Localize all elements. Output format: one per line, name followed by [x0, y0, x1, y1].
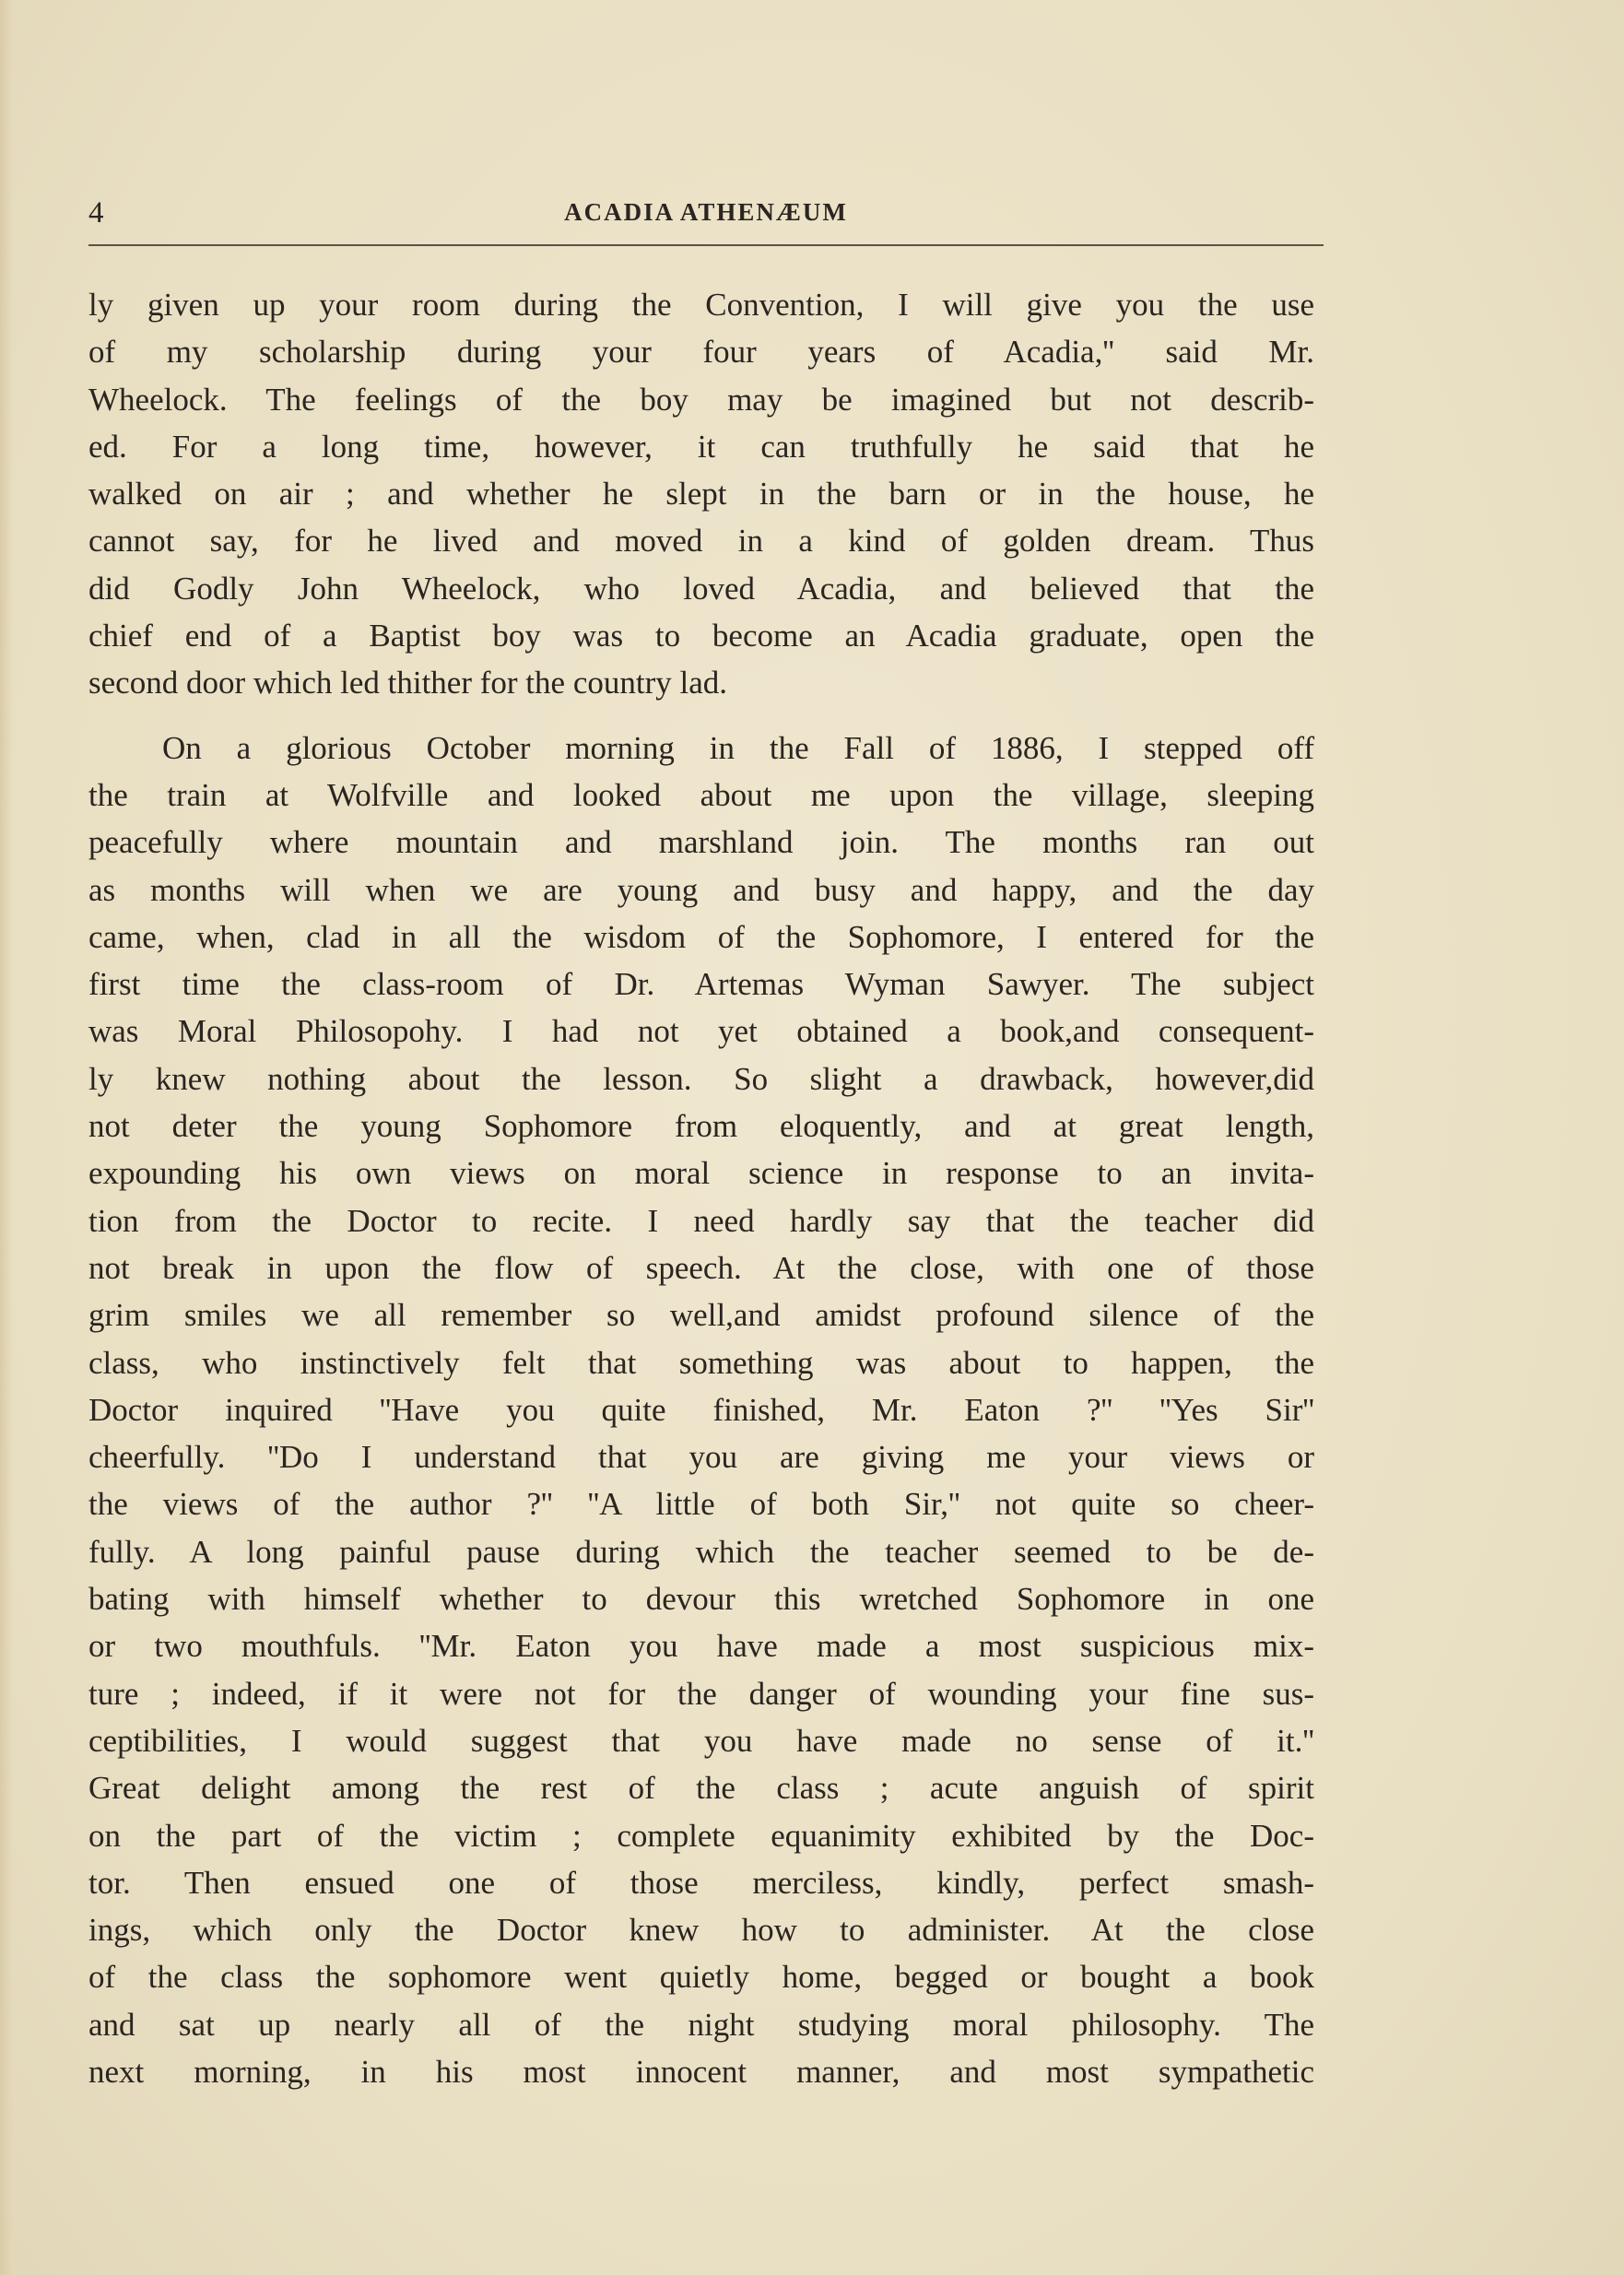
text-line: expounding his own views on moral science in response to an invita- — [88, 1155, 1314, 1192]
paragraph-1 — [88, 281, 1314, 707]
text-line: first time the class-room of Dr. Artemas Wyman Sawyer. The subject — [88, 966, 1314, 1003]
header-rule — [88, 244, 1324, 246]
text-line: ceptibilities, I would suggest that you have made no sense of it.'' — [88, 1722, 1314, 1759]
running-head: ACADIA ATHENÆUM — [564, 198, 848, 226]
text-line: On a glorious October morning in the Fall of 1886, I stepped off — [162, 729, 1314, 766]
text-line: grim smiles we all remember so well,and amidst profound silence of the — [88, 1297, 1314, 1334]
page-number: 4 — [88, 196, 105, 230]
text-line: ly given up your room during the Convention, I will give you the use — [88, 287, 1314, 323]
text-line: chief end of a Baptist boy was to become an Acadia graduate, open the — [88, 618, 1314, 654]
text-line: of my scholarship during your four years of Acadia,'' said Mr. — [88, 334, 1314, 371]
text-line: walked on air ; and whether he slept in the barn or in the house, he — [88, 476, 1314, 513]
text-line: fully. A long painful pause during which the teacher seemed to be de- — [88, 1533, 1314, 1570]
text-line: cannot say, for he lived and moved in a kind of golden dream. Thus — [88, 523, 1314, 560]
text-line: ture ; indeed, if it were not for the danger of wounding your fine sus- — [88, 1675, 1314, 1712]
text-line: cheerfully. ''Do I understand that you are giving me your views or — [88, 1439, 1314, 1476]
text-line: was Moral Philosopohy. I had not yet obtained a book,and consequent- — [88, 1013, 1314, 1050]
text-line: peacefully where mountain and marshland join. The months ran out — [88, 824, 1314, 861]
text-line: the views of the author ?'' ''A little of both Sir,'' not quite so cheer- — [88, 1486, 1314, 1523]
text-line: or two mouthfuls. ''Mr. Eaton you have made a most suspicious mix- — [88, 1628, 1314, 1665]
text-line: next morning, in his most innocent manner, and most sympathetic — [88, 2053, 1314, 2090]
paragraph-gap — [88, 707, 1314, 725]
text-line: tion from the Doctor to recite. I need hardly say that the teacher did — [88, 1202, 1314, 1239]
text-line: ings, which only the Doctor knew how to administer. At the close — [88, 1912, 1314, 1949]
paragraph-2 — [88, 725, 1314, 2096]
text-line: Doctor inquired ''Have you quite finished, Mr. Eaton ?'' ''Yes Sir'' — [88, 1391, 1314, 1428]
text-line: Great delight among the rest of the class ; acute anguish of spirit — [88, 1770, 1314, 1807]
text-line: not deter the young Sophomore from eloquently, and at great length, — [88, 1108, 1314, 1145]
text-line: as months will when we are young and busy and happy, and the day — [88, 871, 1314, 908]
text-line: came, when, clad in all the wisdom of the Sophomore, I entered for the — [88, 918, 1314, 955]
page-edge-shadow — [0, 0, 13, 2275]
text-line: tor. Then ensued one of those merciless, kindly, perfect smash- — [88, 1864, 1314, 1901]
text-line: ed. For a long time, however, it can truthfully he said that he — [88, 428, 1314, 465]
text-line: not break in upon the flow of speech. At the close, with one of those — [88, 1249, 1314, 1286]
text-line: second door which led thither for the country lad. — [88, 665, 727, 701]
text-line: the train at Wolfville and looked about me upon the village, sleeping — [88, 776, 1314, 813]
text-line: did Godly John Wheelock, who loved Acadia, and believed that the — [88, 570, 1314, 607]
text-line: of the class the sophomore went quietly home, begged or bought a book — [88, 1959, 1314, 1996]
text-line: class, who instinctively felt that something was about to happen, the — [88, 1344, 1314, 1381]
body-text — [88, 281, 1314, 2095]
page-header — [88, 189, 1324, 241]
text-line: and sat up nearly all of the night studying moral philosophy. The — [88, 2006, 1314, 2043]
text-line: bating with himself whether to devour this wretched Sophomore in one — [88, 1581, 1314, 1618]
text-line: ly knew nothing about the lesson. So slight a drawback, however,did — [88, 1060, 1314, 1097]
text-line: on the part of the victim ; complete equanimity exhibited by the Doc- — [88, 1817, 1314, 1854]
text-line: Wheelock. The feelings of the boy may be imagined but not describ- — [88, 381, 1314, 418]
